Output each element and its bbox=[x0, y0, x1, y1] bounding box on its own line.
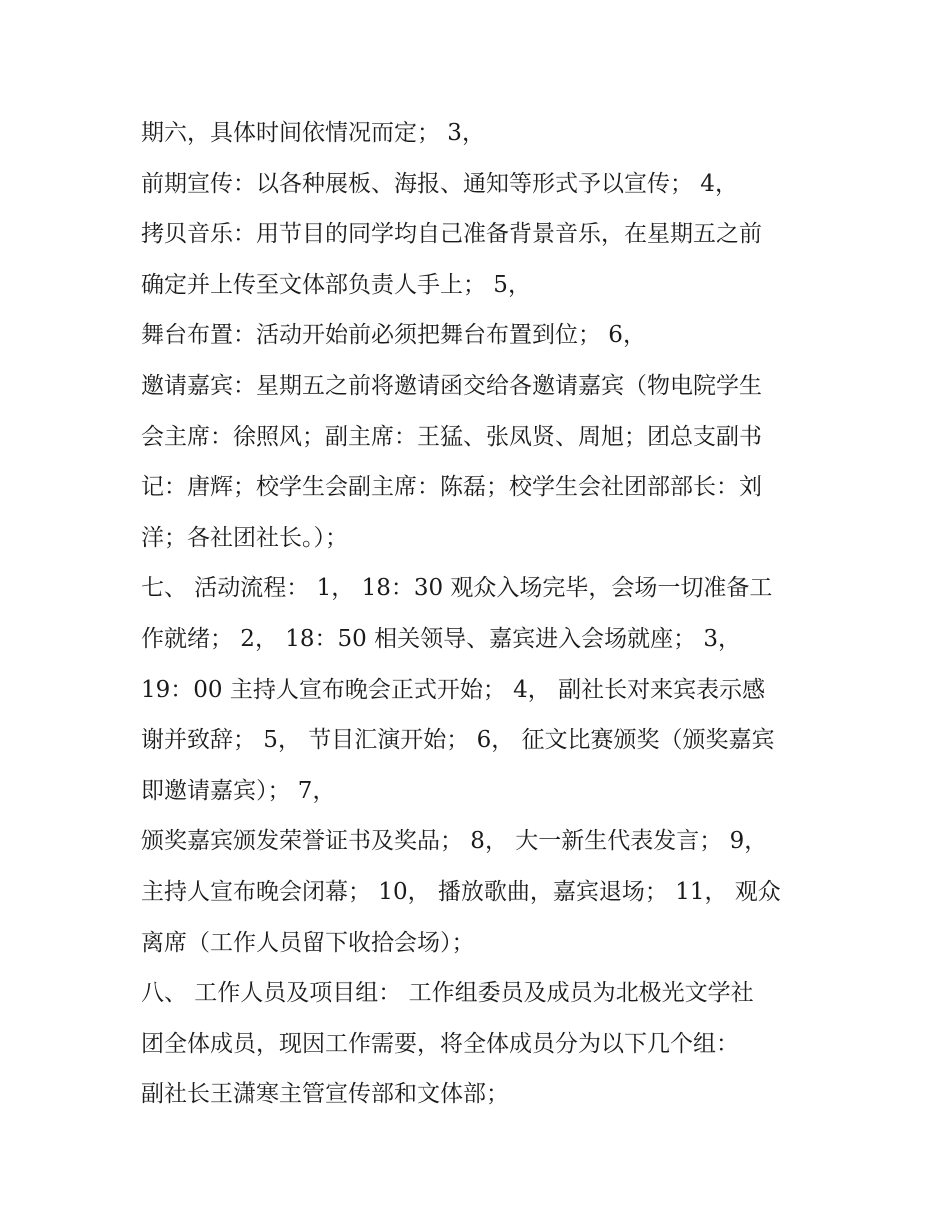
text-line: 离席（工作人员留下收拾会场）； bbox=[141, 929, 475, 956]
text-line: 作就绪； 2， 18：50 相关领导、嘉宾进入会场就座； 3， bbox=[141, 625, 742, 652]
document-body bbox=[141, 108, 821, 1120]
text-line: 洋；各社团社长。）； bbox=[141, 524, 348, 551]
text-line: 19：00 主持人宣布晚会正式开始； 4， 副社长对来宾表示感 bbox=[141, 676, 766, 703]
text-line: 记：唐辉；校学生会副主席：陈磊；校学生会社团部部长：刘 bbox=[141, 474, 762, 501]
section-heading-line: 八、 工作人员及项目组： 工作组委员及成员为北极光文学社 bbox=[141, 980, 754, 1007]
text-line: 会主席：徐照风；副主席：王猛、张凤贤、周旭；团总支副书 bbox=[141, 423, 762, 450]
text-line: 邀请嘉宾：星期五之前将邀请函交给各邀请嘉宾（物电院学生 bbox=[141, 372, 762, 399]
text-line: 期六，具体时间依情况而定； 3， bbox=[141, 120, 485, 146]
text-line: 颁奖嘉宾颁发荣誉证书及奖品； 8， 大一新生代表发言； 9， bbox=[141, 828, 768, 855]
text-line: 副社长王潇寒主管宣传部和文体部； bbox=[141, 1081, 509, 1108]
text-line: 即邀请嘉宾）； 7， bbox=[141, 777, 336, 804]
text-line: 团全体成员，现因工作需要，将全体成员分为以下几个组： bbox=[141, 1030, 739, 1057]
text-line: 拷贝音乐：用节目的同学均自己准备背景音乐，在星期五之前 bbox=[141, 221, 762, 248]
text-line: 谢并致辞； 5， 节目汇演开始； 6， 征文比赛颁奖（颁奖嘉宾 bbox=[141, 727, 775, 754]
text-line: 主持人宣布晚会闭幕； 10， 播放歌曲，嘉宾退场； 11， 观众 bbox=[141, 878, 781, 905]
section-heading-line: 七、 活动流程： 1， 18：30 观众入场完毕，会场一切准备工 bbox=[141, 575, 773, 602]
text-line: 确定并上传至文体部负责人手上； 5， bbox=[141, 271, 531, 298]
text-line: 前期宣传：以各种展板、海报、通知等形式予以宣传； 4， bbox=[141, 170, 738, 197]
text-line: 舞台布置：活动开始前必须把舞台布置到位； 6， bbox=[141, 322, 646, 349]
